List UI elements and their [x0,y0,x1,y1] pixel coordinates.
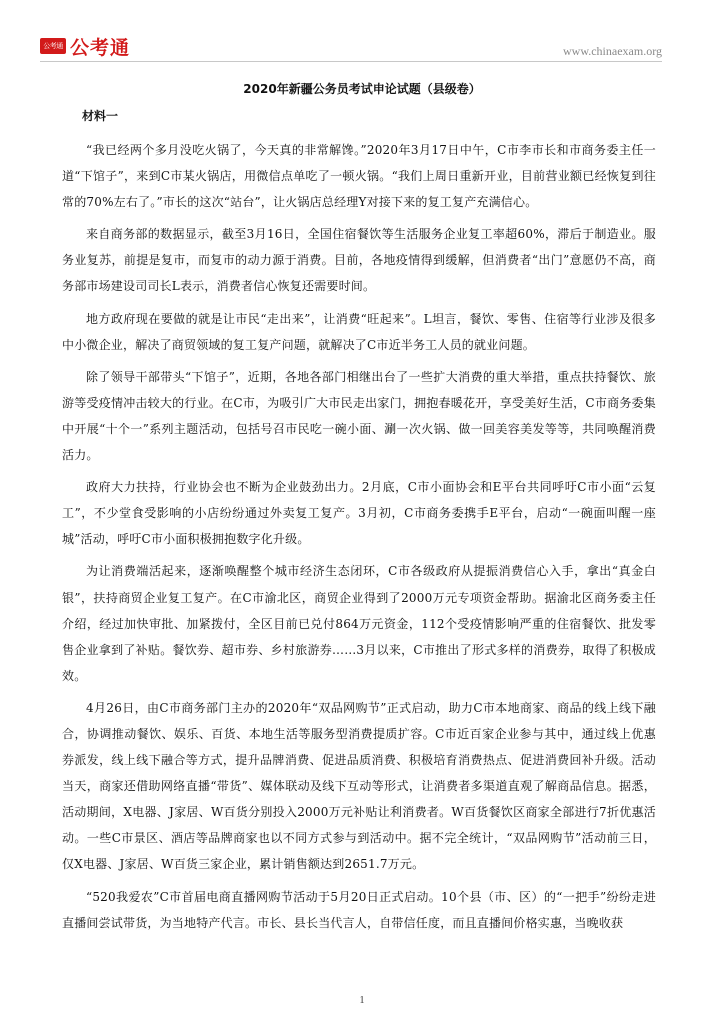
paragraph: 除了领导干部带头“下馆子”，近期，各地各部门相继出台了一些扩大消费的重大举措，重点扶持餐饮、旅游等受疫情冲击较大的行业。在C市，为吸引广大市民走出家门，拥抱春暖花开，享受美好生活，C市商务委集中开展“十个一”系列主题活动，包括号召市民吃一碗小面、涮一次火锅、做一回美容美发等等，共同唤醒消费活力。 [62,369,656,463]
header-divider [40,61,662,62]
section-heading: 材料一 [82,109,119,123]
paragraph: “520我爱农”C市首届电商直播网购节活动于5月20日正式启动。10个县（市、区）的“一把手”纷纷走进直播间尝试带货，为当地特产代言。市长、县长当代言人，自带信任度，而且直播间价格实惠，当晚收获 [62,889,656,930]
site-url[interactable]: www.chinaexam.org [563,44,662,58]
paragraph: 地方政府现在要做的就是让市民“走出来”，让消费“旺起来”。L坦言，餐饮、零售、住宿等行业涉及很多中小微企业，解决了商贸领域的复工复产问题，就解决了C市近半务工人员的就业问题。 [62,311,656,352]
page-number: 1 [359,995,365,1006]
page-header [0,0,724,64]
paragraph: 政府大力扶持，行业协会也不断为企业鼓劲出力。2月底，C市小面协会和E平台共同呼吁C市小面“云复工”，不少堂食受影响的小店纷纷通过外卖复工复产。3月初，C市商务委携手E平台，启动“一碗面叫醒一座城”活动，呼吁C市小面积极拥抱数字化升级。 [62,480,656,547]
document-body [62,137,656,942]
document-title: 2020年新疆公务员考试申论试题（县级卷） [243,82,481,96]
logo-text: 公考通 [70,37,131,59]
paragraph: 来自商务部的数据显示，截至3月16日，全国住宿餐饮等生活服务企业复工率超60%，滞后于制造业。服务业复苏，前提是复市，而复市的动力源于消费。目前，各地疫情得到缓解，但消费者“出门”意愿仍不高，商务部市场建设司司长L表示，消费者信心恢复还需要时间。 [62,227,656,294]
paragraph: 为让消费端活起来，逐渐唤醒整个城市经济生态闭环，C市各级政府从提振消费信心入手，拿出“真金白银”，扶持商贸企业复工复产。在C市渝北区，商贸企业得到了2000万元专项资金帮助。据渝北区商务委主任介绍，经过加快审批、加紧拨付，全区目前已兑付864万元资金，112个受疫情影响严重的住宿餐饮、批发零售企业拿到了补贴。餐饮券、超市券、乡村旅游券……3月以来，C市推出了形式多样的消费券，取得了积极成效。 [62,564,656,683]
paragraph: “我已经两个多月没吃火锅了，今天真的非常解馋。”2020年3月17日中午，C市李市长和市商务委主任一道“下馆子”，来到C市某火锅店，用微信点单吃了一顿火锅。“我们上周日重新开业，目前营业额已经恢复到往常的70%左右了。”市长的这次“站台”，让火锅店总经理Y对接下来的复工复产充满信心。 [62,143,656,210]
logo-badge: 公考通 [40,38,66,54]
paragraph: 4月26日，由C市商务部门主办的2020年“双品网购节”正式启动，助力C市本地商家、商品的线上线下融合，协调推动餐饮、娱乐、百货、本地生活等服务型消费提质扩容。C市近百家企业参与其中，通过线上优惠券派发，线上线下融合等方式，提升品牌消费、促进品质消费、积极培育消费热点、促进消费回补升级。活动当天，商家还借助网络直播“带货”、媒体联动及线下互动等形式，让消费者多渠道直观了解商品信息。据悉，活动期间，X电器、J家居、W百货分别投入2000万元补贴让利消费者。W百货餐饮区商家全部进行7折优惠活动。一些C市景区、酒店等品牌商家也以不同方式参与到活动中。据不完全统计，“双品网购节”活动前三日，仅X电器、J家居、W百货三家企业，累计销售额达到2651.7万元。 [62,700,656,872]
